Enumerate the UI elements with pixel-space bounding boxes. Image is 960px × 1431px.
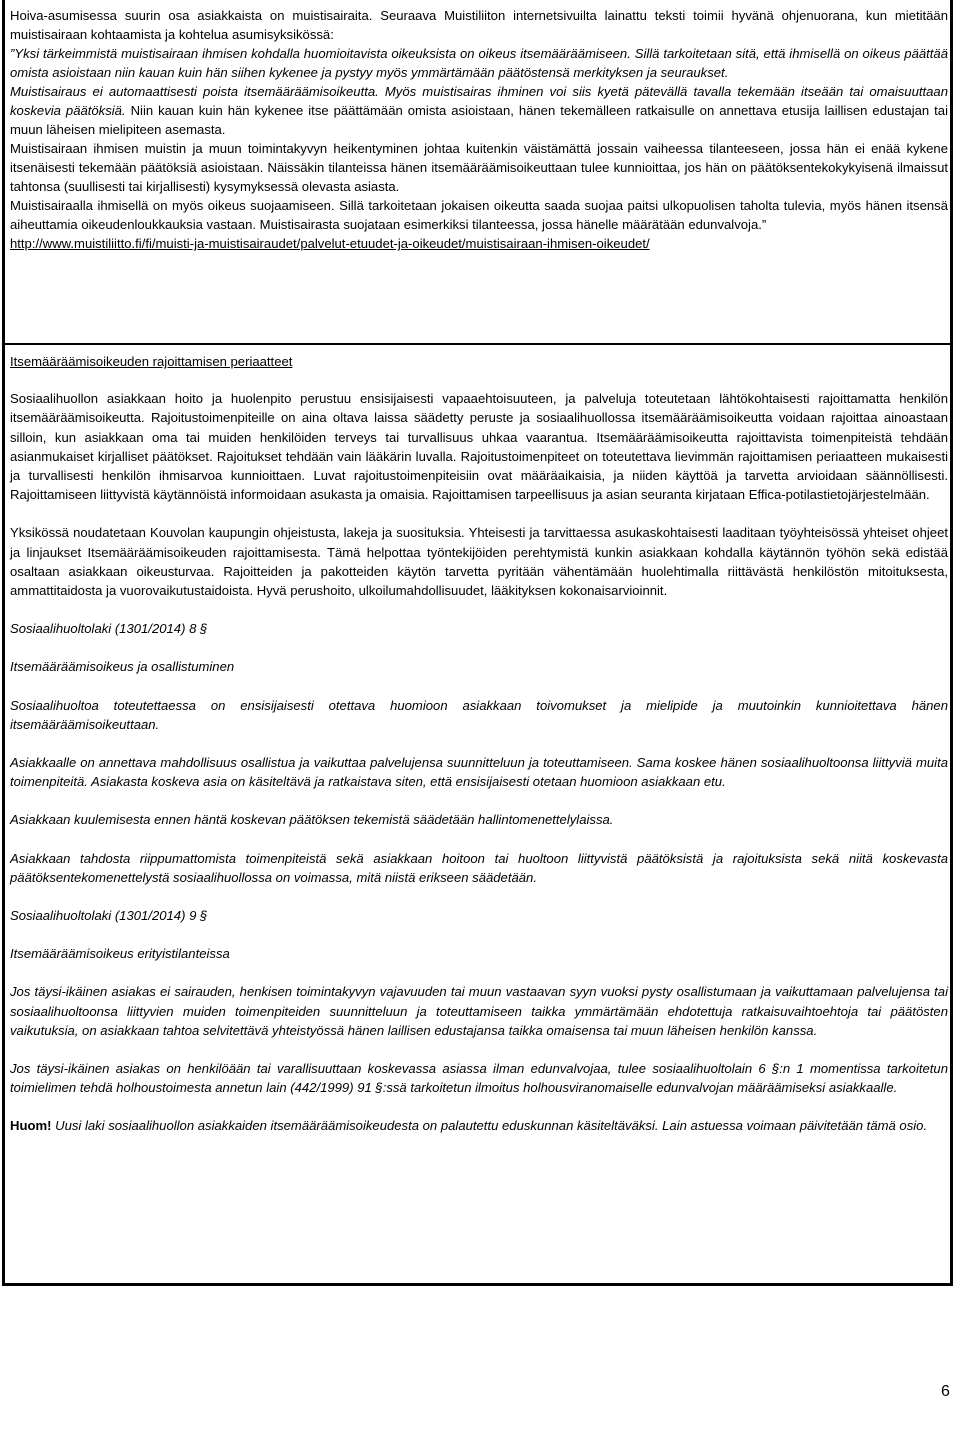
quote-paragraph-4: Muistisairaalla ihmisellä on myös oikeus suojaamiseen. Sillä tarkoitetaan jokaisen oikeutta saada suojaa paitsi ulkopuolisen taholta tulevia, myös hänen itsensä aiheuttamia oikeudenloukkauksia vastaan. Muistisairasta suojataan esimerkiksi tilanteessa, jossa hänelle määrätään edunvalvoja.” xyxy=(10,198,948,232)
quote-paragraph-2-normal: Niin kauan kuin hän kykenee itse päättämään omista asioistaan, hänen tekemälleen ratkaisulle on annettava etusija laillisen edustajan tai muun läheisen mielipiteen asemasta. xyxy=(10,103,948,137)
section-heading: Itsemääräämisoikeuden rajoittamisen periaatteet xyxy=(10,354,293,369)
restriction-section xyxy=(10,352,948,1136)
law8-subtitle: Itsemääräämisoikeus ja osallistuminen xyxy=(10,659,235,675)
note-label: Huom! xyxy=(10,1118,52,1134)
law8-title: Sosiaalihuoltolaki (1301/2014) 8 § xyxy=(10,621,208,637)
page-number: 6 xyxy=(941,1383,950,1400)
quote-paragraph-1: ”Yksi tärkeimmistä muistisairaan ihmisen kohdalla huomioitavista oikeuksista on oikeus itsemääräämiseen. Sillä tarkoitetaan sitä, että ihmisellä on oikeus päättää omista asioistaan niin kauan kuin hän siihen kykenee ja pystyy myös ymmärtämään päätöstensä merkityksen ja seuraukset. xyxy=(10,46,948,80)
law8-paragraph-1: Sosiaalihuoltoa toteutettaessa on ensisijaisesti otettava huomioon asiakkaan toivomukset ja mielipide ja muutoinkin kunnioitettava hänen itsemääräämisoikeuttaan. xyxy=(10,697,948,732)
law9-paragraph-1: Jos täysi-ikäinen asiakas ei sairauden, henkisen toimintakyvyn vajavuuden tai muun vastaavan syyn vuoksi pysty osallistumaan ja vaikuttamaan palvelujensa tai sosiaalihuoltoonsa liittyvien muiden toimenpiteiden suunnitteluun ja toteuttamiseen taikka ymmärtämään ehdotettuja ratkaisuvaihtoehtoja tai päätösten vaikutuksia, on asiakkaan tahtoa selvitettävä yhteistyössä hänen laillisen edustajansa taikka omaisensa tai muun läheisen henkilön kanssa. xyxy=(10,984,948,1038)
section-divider xyxy=(2,343,951,345)
law8-paragraph-3: Asiakkaan kuulemisesta ennen häntä koskevan päätöksen tekemistä säädetään hallintomenettelylaissa. xyxy=(10,812,614,828)
law9-paragraph-2: Jos täysi-ikäinen asiakas on henkilöään tai varallisuuttaan koskevassa asiassa ilman edunvalvojaa, tulee sosiaalihuoltolain 6 §:n 1 momentissa tarkoitetun toimielimen tehdä holhoustoimesta annetun lain (442/1999) 91 §:ssä tarkoitetun ilmoitus holhousviranomaiselle edunvalvojan määräämiseksi asiakkaalle. xyxy=(10,1061,948,1096)
muistiliitto-section xyxy=(10,6,948,253)
law9-title: Sosiaalihuoltolaki (1301/2014) 9 § xyxy=(10,908,208,924)
quote-paragraph-2-italic: Muistisairaus ei automaattisesti poista itsemääräämisoikeutta. Myös muistisairas ihminen voi siis kyetä pätevällä tavalla tekemään itseään tai omaisuuttaan koskevia päätöksiä. xyxy=(10,84,948,118)
quote-paragraph-2 xyxy=(10,82,948,139)
law9-subtitle: Itsemääräämisoikeus erityistilanteissa xyxy=(10,946,230,962)
source-link[interactable]: http://www.muistiliitto.fi/fi/muisti-ja-muistisairaudet/palvelut-etuudet-ja-oikeudet/muistisairaan-ihmisen-oikeudet/ xyxy=(10,236,650,251)
kouvola-paragraph: Yksikössä noudatetaan Kouvolan kaupungin ohjeistusta, lakeja ja suosituksia. Yhteisesti ja tarvittaessa asukaskohtaisesti laaditaan työyhteisössä yhteiset ohjeet ja linjaukset Itsemääräämisoikeuden rajoittamisesta. Tämä helpottaa työntekijöiden perehtymistä kunkin asiakkaan kohdalla käytännön työhön sekä edistää osaltaan asiakkaan oikeusturvaa. Rajoitteiden ja pakotteiden käytön tarvetta pyritään vähentämään huolehtimalla riittävästä henkilöstön mitoituksesta, ammattitaidosta ja vuorovaikutustaidoista. Hyvä perushoito, ulkoilumahdollisuudet, lääkityksen kokonaisarvioinnit. xyxy=(10,525,948,599)
law8-paragraph-4: Asiakkaan tahdosta riippumattomista toimenpiteistä sekä asiakkaan hoitoon tai huoltoon liittyvistä päätöksistä ja rajoituksista sekä niitä koskevasta päätöksentekomenettelystä sosiaalihuollossa on voimassa, mitä niistä erikseen säädetään. xyxy=(10,850,948,885)
note-text: Uusi laki sosiaalihuollon asiakkaiden itsemääräämisoikeudesta on palautettu eduskunnan käsiteltäväksi. Lain astuessa voimaan päivitetään tämä osio. xyxy=(51,1118,928,1134)
restriction-paragraph: Sosiaalihuollon asiakkaan hoito ja huolenpito perustuu ensisijaisesti vapaaehtoisuuteen, ja palveluja toteutetaan lähtökohtaisesti rajoittamatta henkilön itsemääräämisoikeutta. Rajoitustoimenpiteille on aina oltava laissa säädetty peruste ja sosiaalihuollossa itsemääräämisoikeutta voidaan rajoittaa ainoastaan silloin, kun asiakkaan oma tai muiden henkilöiden terveys tai turvallisuus uhkaa vaarantua. Itsemääräämisoikeutta rajoittavista toimenpiteistä tehdään asianmukaiset kirjalliset päätökset. Rajoitukset tehdään vain lääkärin luvalla. Rajoitustoimenpiteet on toteutettava lievimmän rajoittamisen periaatteen mukaisesti ja turvallisesti henkilön ihmisarvoa kunnioittaen. Luvat rajoitustoimenpiteisiin ovat määräaikaisia, ja niiden käyttöä ja tarvetta arvioidaan säännöllisesti. Rajoittamiseen liittyvistä käytännöistä informoidaan asukasta ja omaisia. Rajoittamisen tarpeellisuus ja asian seuranta kirjataan Effica-potilastietojärjestelmään. xyxy=(10,391,948,503)
law8-paragraph-2: Asiakkaalle on annettava mahdollisuus osallistua ja vaikuttaa palvelujensa suunnitteluun ja toteuttamiseen. Sama koskee hänen sosiaalihuoltoonsa liittyviä muita toimenpiteitä. Asiakasta koskeva asia on käsiteltävä ja ratkaistava siten, että ensisijaisesti otetaan huomioon asiakkaan etu. xyxy=(10,755,948,790)
intro-paragraph: Hoiva-asumisessa suurin osa asiakkaista on muistisairaita. Seuraava Muistiliiton internetsivuilta lainattu teksti toimii hyvänä ohjenuorana, kun mietitään muistisairaan kohtaamista ja kohtelua asumisyksikössä: xyxy=(10,8,948,42)
note-paragraph xyxy=(10,1116,948,1135)
quote-paragraph-3: Muistisairaan ihmisen muistin ja muun toimintakyvyn heikentyminen johtaa kuitenkin väistämättä jossain vaiheessa tilanteeseen, jossa hän ei enää kykene itsenäisesti tekemään päätöksiä asioistaan. Näissäkin tilanteissa hänen itsemääräämisoikeuttaan tulee kunnioittaa, jos hän on päätöksentekokykyisenä ilmaissut tahtonsa (suullisesti tai kirjallisesti) kysymyksessä olevasta asiasta. xyxy=(10,141,948,194)
